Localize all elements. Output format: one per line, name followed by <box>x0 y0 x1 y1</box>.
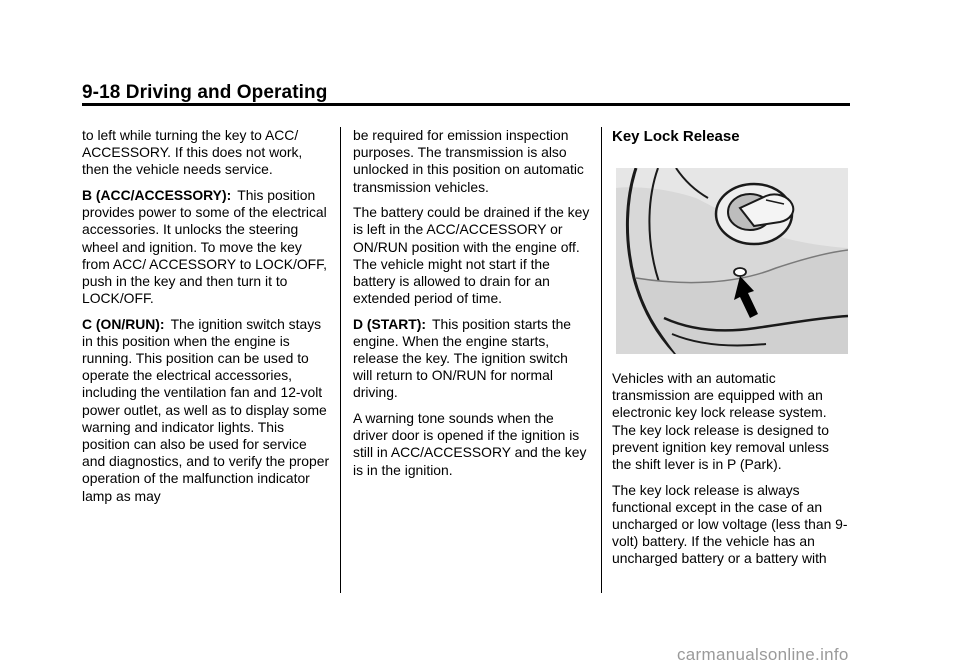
paragraph <box>82 316 332 505</box>
term-description: The ignition switch stays in this position when the engine is running. This position can be used to operate the electrical accessories, including the ventilation fan and 12-volt power outlet, as well as to display some warning and indicator lights. This position can also be used for service and diagnostics, and to verify the proper operation of the malfunction indicator lamp as may <box>82 315 330 504</box>
paragraph <box>82 187 332 307</box>
illustration-svg <box>616 168 848 354</box>
term-label: C (ON/RUN): <box>82 315 165 332</box>
paragraph: to left while turning the key to ACC/ ACCESSORY. If this does not work, then the vehicle needs service. <box>82 127 303 178</box>
header-rule <box>82 103 850 106</box>
paragraph <box>353 316 591 402</box>
paragraph: be required for emission inspection purposes. The transmission is also unlocked in this position on automatic transmission vehicles. <box>353 127 584 195</box>
term-description: This position provides power to some of the electrical accessories. It unlocks the steering wheel and ignition. To move the key from ACC/ ACCESSORY to LOCK/OFF, push in the key and then turn it to LOCK/OFF. <box>82 186 327 307</box>
key-lock-release-illustration <box>616 168 848 354</box>
section-heading: Key Lock Release <box>612 128 740 145</box>
text-column-2 <box>353 127 591 487</box>
text-column-3 <box>612 370 850 576</box>
term-description: This position starts the engine. When the engine starts, release the key. The ignition switch will return to ON/RUN for normal driving. <box>353 315 572 401</box>
paragraph: The key lock release is always functional except in the case of an uncharged or low voltage (less than 9-volt) battery. If the vehicle has an uncharged battery or a battery with <box>612 481 848 567</box>
term-label: B (ACC/ACCESSORY): <box>82 186 232 203</box>
watermark: carmanualsonline.info <box>677 645 849 664</box>
page-header <box>82 82 850 104</box>
text-column-1 <box>82 127 332 513</box>
paragraph: A warning tone sounds when the driver door is opened if the ignition is still in ACC/ACCESSORY and the key is in the ignition. <box>353 409 587 478</box>
column-divider <box>340 127 341 593</box>
paragraph: Vehicles with an automatic transmission are equipped with an electronic key lock release system. The key lock release is designed to prevent ignition key removal unless the shift lever is in P (Park). <box>612 370 829 473</box>
page-title: 9-18 Driving and Operating <box>82 82 328 103</box>
paragraph: The battery could be drained if the key is left in the ACC/ACCESSORY or ON/RUN position with the engine off. The vehicle might not start if the battery is allowed to drain for an extended period of time. <box>353 204 590 307</box>
term-label: D (START): <box>353 315 427 332</box>
column-divider <box>601 127 602 593</box>
